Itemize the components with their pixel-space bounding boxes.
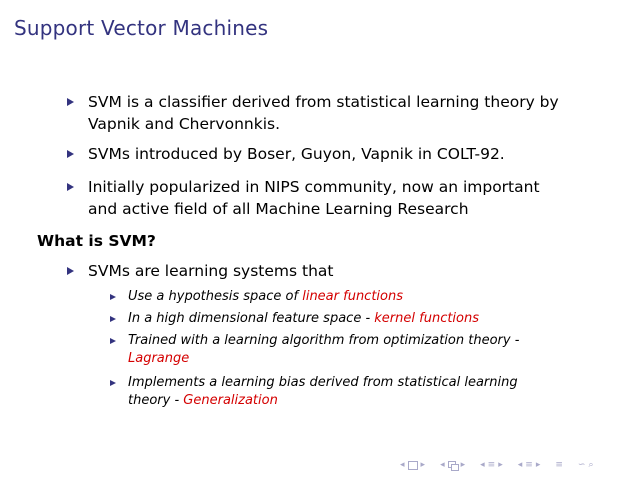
list-item [88, 260, 588, 282]
bullet-text-line: Vapnik and Chervonnkis. [88, 115, 281, 133]
bullet-triangle-icon [67, 267, 74, 275]
subitem-text: Trained with a learning algorithm from optimization theory - [128, 333, 520, 348]
bullet-triangle-icon [67, 98, 74, 106]
align-icon[interactable]: ≡ [555, 460, 563, 470]
sub-bullet-triangle-icon [110, 294, 116, 300]
frame-box-icon[interactable] [408, 461, 418, 470]
subitem-highlight: Generalization [183, 393, 278, 408]
list-item [128, 374, 598, 410]
subitem-text: theory - [128, 393, 184, 408]
list-item [128, 288, 598, 306]
nav-right-arrow-icon[interactable]: ▸ [460, 460, 466, 470]
bullet-triangle-icon [67, 183, 74, 191]
subsection-icon[interactable]: ≡ [525, 460, 533, 470]
subitem-highlight: kernel functions [374, 311, 480, 326]
bullet-text-line: Initially popularized in NIPS community, now an important [88, 178, 540, 196]
list-item [88, 143, 588, 165]
bullet-text-line: SVMs introduced by Boser, Guyon, Vapnik in COLT-92. [88, 145, 505, 163]
subsection-icon[interactable]: ≡ [487, 460, 496, 470]
nav-right-arrow-icon[interactable]: ▸ [535, 460, 541, 470]
subitem-highlight: Lagrange [128, 351, 190, 366]
navigation-bar [400, 458, 593, 472]
nav-right-arrow-icon[interactable]: ▸ [420, 460, 426, 470]
nav-right-arrow-icon[interactable]: ▸ [498, 460, 503, 470]
slide-title: Support Vector Machines [14, 16, 269, 40]
list-item [128, 332, 598, 368]
bullet-text-line: SVMs are learning systems that [88, 262, 334, 280]
subitem-text: In a high dimensional feature space - [128, 311, 375, 326]
bullet-text-line: SVM is a classifier derived from statistical learning theory by [88, 93, 559, 111]
section-box-icon[interactable] [448, 461, 458, 470]
search-icon[interactable]: ⌕ [588, 460, 594, 470]
list-item [88, 176, 588, 220]
list-item [128, 310, 598, 328]
subitem-highlight: linear functions [302, 289, 404, 304]
list-item [88, 91, 588, 135]
sub-bullet-triangle-icon [110, 380, 116, 386]
sub-bullet-triangle-icon [110, 316, 116, 322]
section-heading: What is SVM? [37, 232, 156, 250]
subitem-text: Use a hypothesis space of [128, 289, 303, 304]
subitem-text: Implements a learning bias derived from statistical learning [128, 375, 518, 390]
bullet-triangle-icon [67, 150, 74, 158]
nav-left-arrow-icon[interactable]: ◂ [400, 460, 405, 470]
nav-left-arrow-icon[interactable]: ◂ [517, 460, 523, 470]
search-loop-icon[interactable]: ∽ [577, 460, 586, 470]
bullet-text-line: and active field of all Machine Learning Research [88, 200, 469, 218]
sub-bullet-triangle-icon [110, 338, 116, 344]
nav-left-arrow-icon[interactable]: ◂ [480, 460, 485, 470]
nav-left-arrow-icon[interactable]: ◂ [440, 460, 445, 470]
